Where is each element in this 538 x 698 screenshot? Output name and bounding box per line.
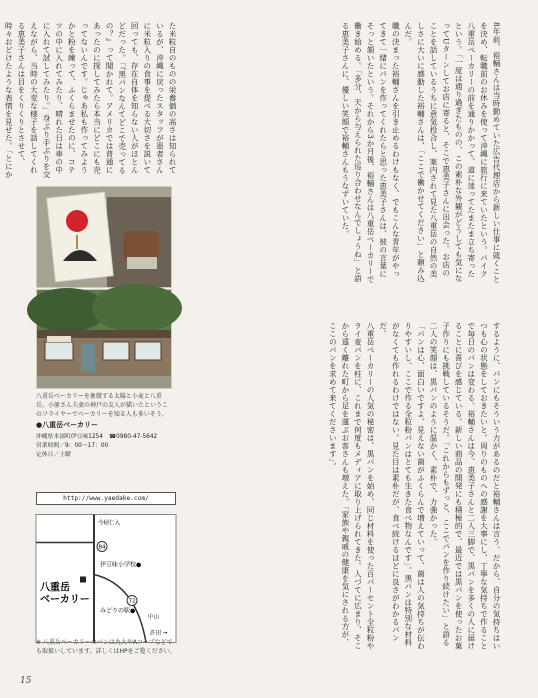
article-column-2 (4, 22, 178, 180)
photo-caption: 八重岳ベーカリーを象徴する太陽と小麦と八重岳。小原さん夫妻の神戸の友人が描いたというこのフライヤーでベーカリーを知る人も多いそう。 (36, 393, 169, 418)
article-column-3 (184, 322, 502, 652)
flyer-photo (36, 186, 172, 288)
article-text: 職の決まった裕輔さんを引き止めるわけもなく、でもこんな青年がやってきて一緒にパンを作ってくれたらと思った恵美子さんは、彼の言葉にそっと頷いたという。それから3か月後、裕輔さんは八重岳ベーカリーで働き始める。「多分、天から与えられた巡り合わせなんでしょうね」と語る恵美子さんに、優しい笑顔で裕輔さんもうなずいていた。 (340, 22, 401, 284)
sun-icon (66, 210, 88, 232)
article-text: 八重岳ベーカリーの人気の秘密は、黒パンを始め、同じ材料を使った百パーセント全粒粉やライ麦パンを柱に、これまで何度もメディアに取り上げられてきた。人づてに広まり、そこから遠く離れた町から足を運ぶお客さんも増えた。「家族や親戚の健康を気にされる方が、ここのパンを求めて来てくださいます」。 (328, 322, 376, 650)
kyoda-label: 許田 → (150, 630, 168, 637)
shop-phone: ☎0980-47-5642 (108, 434, 158, 440)
shop-info (36, 420, 176, 460)
bakery-building-photo (36, 289, 172, 389)
school-label: 伊豆味小学校● (100, 561, 142, 569)
shop-hours: 営業時間／9：00～17：00 (36, 443, 109, 449)
bakery-marker-icon (80, 577, 86, 583)
website-url[interactable]: http://www.yaedake.com/ (36, 492, 176, 505)
article-column-1 (184, 22, 502, 284)
article-text: た米粒自のものの栄養価の高さは知られているが、沖縄に戻ったスタッフが患者さんに米粒入りの食事を提べる大切さを説いて回っても、存在自体を知らない人がほとんどだった。「『黒パンなんてどこで売ってるの？』って聞かれて。アメリカでは普通にあったのに探してみたら本当にどこにも売ってないんです。じゃあ私も作ってみようかと粉を練って、ふくらませたのに、コテツの中に入れてみたり、晴れた日は車の中に入れて試してみたり。」身ぶり手ぶりを交えながら、当時の大変な様子を話してくれる恵美子さんは目をくりくりとさせて、時々おどけたような表情を見せた。「とにか (4, 22, 177, 179)
shop-name: ●八重岳ベーカリー (36, 421, 98, 429)
access-map (36, 506, 176, 651)
shop-address: 沖縄県本部町伊豆味1254 (36, 434, 103, 440)
map-note: ※ 八重岳ベーカリーのパンは丸大やAコープなどでも取扱いしています。詳しくはHPをご覧ください。 (36, 639, 176, 655)
bakery-image (37, 290, 171, 388)
bread-icon (123, 231, 159, 261)
bakery-map-label-1: 八重岳 (40, 582, 70, 594)
article-text: 「パンは心、面白いですよ。見えない菌がふくらんで増えていって、菌は人の気持ちが伝わりやすいし。ここで作る全粒粉パンはとても生きた食べ物なんです」。黒パンは特別な材料がなくても作れるわけではない。見た目は素朴だが、食べ続けるほどに良さがわかるパンだ。 (378, 322, 426, 650)
page-number: 15 (20, 676, 32, 686)
sign-top-label: 今帰仁入 (98, 520, 121, 527)
flyer-image (37, 187, 171, 287)
route-72-label: 72 (128, 598, 136, 605)
article-text: 8年前、裕輔さんは当時勤めていた広告代理店から新しい仕事に就くことを決め、転職前のお休みを使って沖縄に旅行に来ていたという。パイク八重岳ベーカリーの前を通りかかって、道に迷ってたまたま立ち寄ったという。「一度は通り過ぎたものの、この素朴な外観がどうしても気になってUターンしてお店に寄ると、そこで恵美子さんに出会った。お店のことを話しているうちに意気投合し、案内されて見た八重岳の自然の美しさに大いに感動した裕輔さんは、「ここで働かせてください」と頼み込んだ。 (403, 22, 501, 284)
article-text: するように、パンにもそういう力があるのだと裕輔さんは言う。だから、自分の気持ちはいつも心の状態をしておきたいと。周りのものへの感謝を大事にし、丁寧な気持ちで作ることで毎日のパンは変わる。裕輔さんは今、恵美子さんと二人三脚で、黒パンを多くの人に届けることに喜びを感じている。新しい商品の開発にも積極的で、最近では黒パンを使ったお菓子作りにも挑戦しているそうだ。「これからもずっと、ここでパンを作り続けたい」と語る二人の笑顔は、黒パンのように温かく、素朴で、力強かった。 (429, 322, 501, 650)
bakery-map-label-2: ベーカリー (40, 594, 90, 606)
shop-closed: 定休日／土曜 (36, 452, 71, 458)
station-label: みどりの駅● (100, 607, 136, 615)
shop-sign (47, 336, 71, 342)
address-row (36, 433, 176, 442)
route-84-label: 84 (98, 544, 106, 551)
yanbaru-label: 中山 (148, 614, 160, 621)
